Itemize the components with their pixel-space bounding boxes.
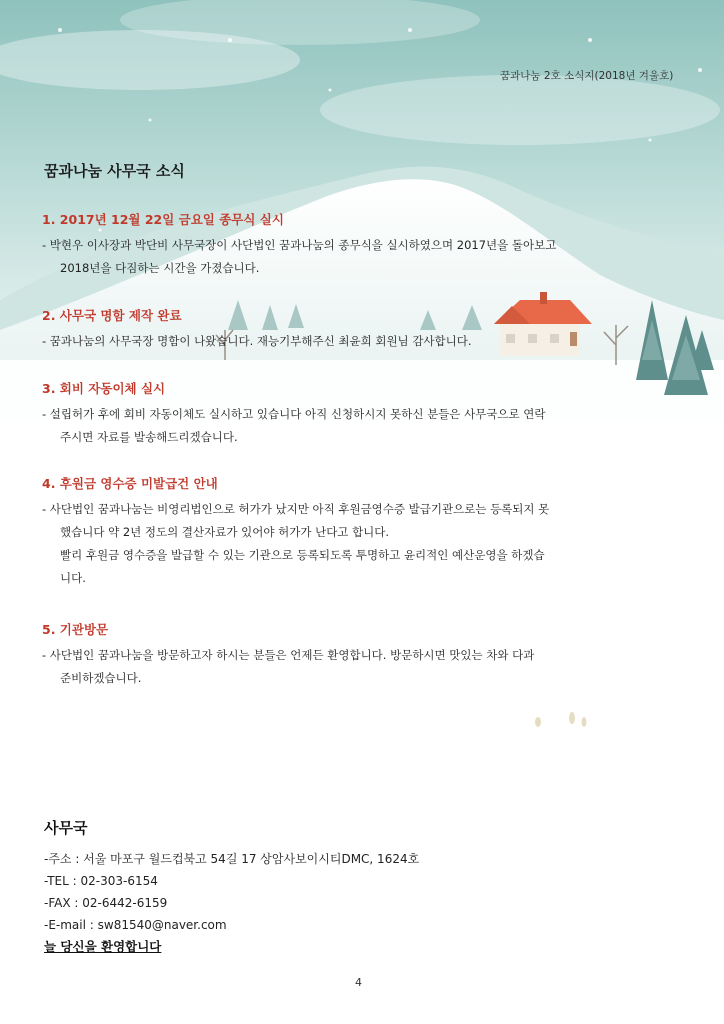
office-address: -주소 : 서울 마포구 월드컵북고 54길 17 상암사보이시티DMC, 1624호 xyxy=(44,852,420,866)
section-body xyxy=(42,644,682,690)
office-fax: -FAX : 02-6442-6159 xyxy=(44,896,168,910)
section-heading: 4. 후원금 영수증 미발급건 안내 xyxy=(42,476,218,491)
body-line: 했습니다 약 2년 정도의 결산자료가 있어야 허가가 난다고 합니다. xyxy=(60,525,390,539)
body-line: 니다. xyxy=(60,571,86,585)
body-line: - 사단법인 꿈과나눔을 방문하고자 하시는 분들은 언제든 환영합니다. 방문하시면 맛있는 차와 다과 xyxy=(42,648,535,662)
body-line: - 사단법인 꿈과나눔는 비영리법인으로 허가가 났지만 아직 후원금영수증 발급기관으로는 등록되지 못 xyxy=(42,502,550,516)
section-heading: 2. 사무국 명함 제작 완료 xyxy=(42,308,182,323)
body-line: - 꿈과나눔의 사무국장 명함이 나왔습니다. 재능기부해주신 최윤희 회원님 감사합니다. xyxy=(42,334,472,348)
news-section-2 xyxy=(42,306,682,353)
body-line: 주시면 자료를 발송해드리겠습니다. xyxy=(60,430,238,444)
body-line: 준비하겠습니다. xyxy=(60,671,142,685)
newsletter-issue-note: 꿈과나눔 2호 소식지(2018년 겨울호) xyxy=(500,70,674,82)
body-line: - 박현우 이사장과 박단비 사무국장이 사단법인 꿈과나눔의 종무식을 실시하였으며 2017년을 돌아보고 xyxy=(42,238,557,252)
section-body xyxy=(42,330,682,353)
section-heading: 1. 2017년 12월 22일 금요일 종무식 실시 xyxy=(42,212,284,227)
section-body xyxy=(42,234,682,280)
news-section-5 xyxy=(42,620,682,690)
news-section-3 xyxy=(42,379,682,449)
section-body xyxy=(42,498,682,590)
office-title: 사무국 xyxy=(44,819,88,837)
section-heading: 5. 기관방문 xyxy=(42,622,109,637)
section-heading: 3. 회비 자동이체 실시 xyxy=(42,381,166,396)
section-body xyxy=(42,403,682,449)
body-line: 빨리 후원금 영수증을 발급할 수 있는 기관으로 등록되도록 투명하고 윤리적인 예산운영을 하겠습 xyxy=(60,548,545,562)
body-line: - 설립허가 후에 회비 자동이체도 실시하고 있습니다 아직 신청하시지 못하신 분들은 사무국으로 연락 xyxy=(42,407,546,421)
page-title: 꿈과나눔 사무국 소식 xyxy=(44,162,185,180)
page-number: 4 xyxy=(355,976,362,989)
office-email: -E-mail : sw81540@naver.com xyxy=(44,918,227,932)
news-section-1 xyxy=(42,210,682,280)
news-section-4 xyxy=(42,474,682,590)
office-tel: -TEL : 02-303-6154 xyxy=(44,874,158,888)
office-contact-block xyxy=(44,848,419,936)
welcome-slogan: 늘 당신을 환영합니다 xyxy=(44,939,162,954)
body-line: 2018년을 다짐하는 시간을 가졌습니다. xyxy=(60,261,260,275)
